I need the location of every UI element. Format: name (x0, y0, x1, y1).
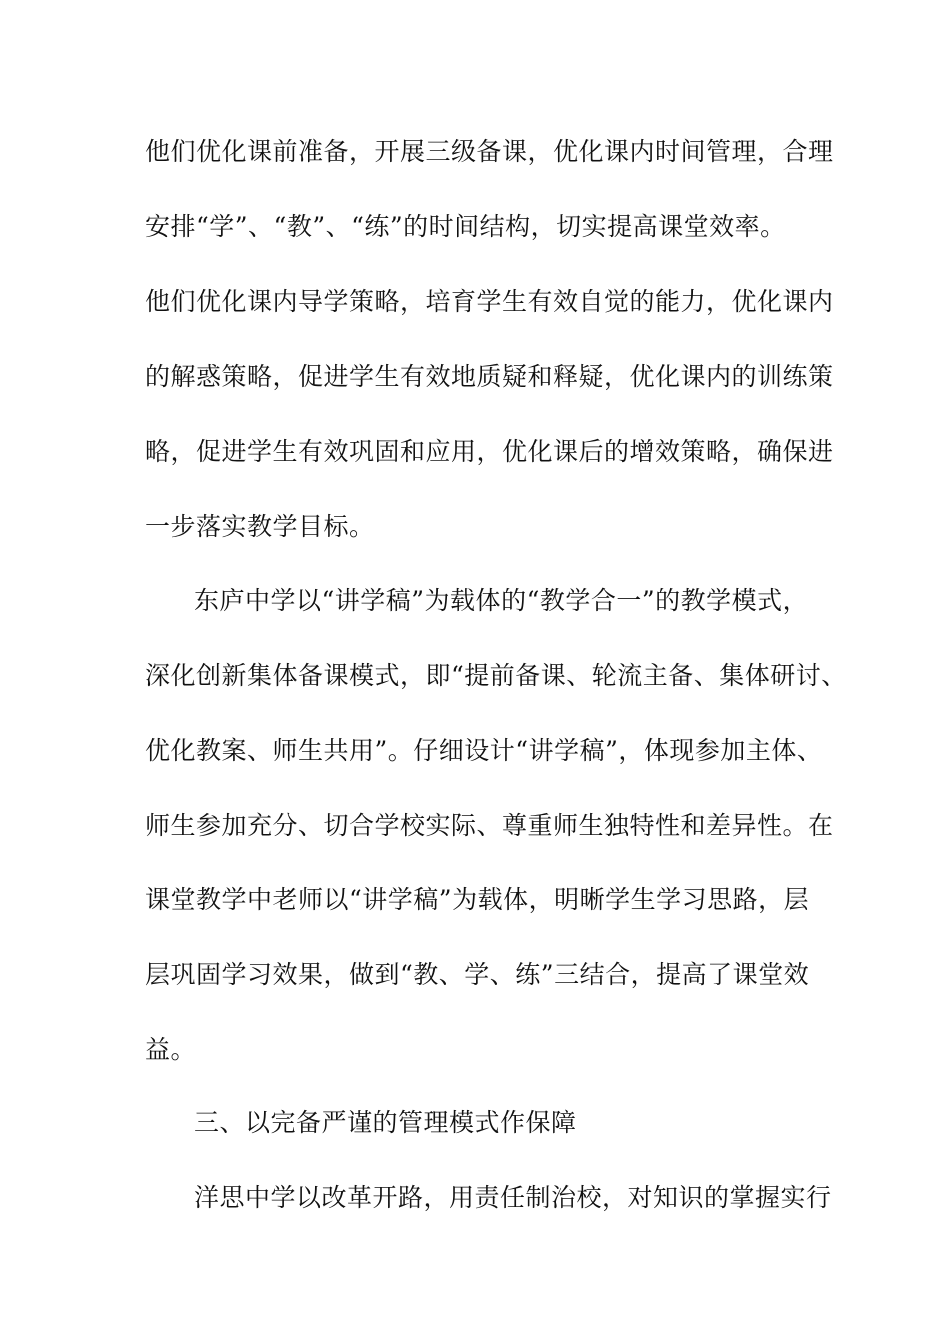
text-line: 略，促进学生有效巩固和应用，优化课后的增效策略，确保进 (145, 437, 834, 466)
text-line: 他们优化课内导学策略，培育学生有效自觉的能力，优化课内 (145, 287, 834, 316)
text-line: 师生参加充分、切合学校实际、尊重师生独特性和差异性。在 (145, 811, 834, 840)
text-line: 的解惑策略，促进学生有效地质疑和释疑，优化课内的训练策 (145, 362, 834, 391)
text-line: 层巩固学习效果，做到“教、学、练”三结合，提高了课堂效 (145, 960, 810, 989)
text-line: 益。 (145, 1035, 197, 1064)
section-heading: 三、以完备严谨的管理模式作保障 (194, 1108, 577, 1137)
text-line: 深化创新集体备课模式，即“提前备课、轮流主备、集体研讨、 (145, 661, 847, 690)
text-line: 课堂教学中老师以“讲学稿”为载体，明晰学生学习思路，层 (145, 885, 810, 914)
text-line: 优化教案、师生共用”。仔细设计“讲学稿”，体现参加主体、 (145, 736, 823, 765)
text-line: 安排“学”、“教”、“练”的时间结构，切实提高课堂效率。 (145, 212, 786, 241)
text-line: 一步落实教学目标。 (145, 512, 375, 541)
paragraph-first-line: 东庐中学以“讲学稿”为载体的“教学合一”的教学模式， (194, 586, 809, 615)
paragraph-first-line: 洋思中学以改革开路，用责任制治校，对知识的掌握实行 (194, 1183, 832, 1212)
text-line: 他们优化课前准备，开展三级备课，优化课内时间管理，合理 (145, 137, 834, 166)
